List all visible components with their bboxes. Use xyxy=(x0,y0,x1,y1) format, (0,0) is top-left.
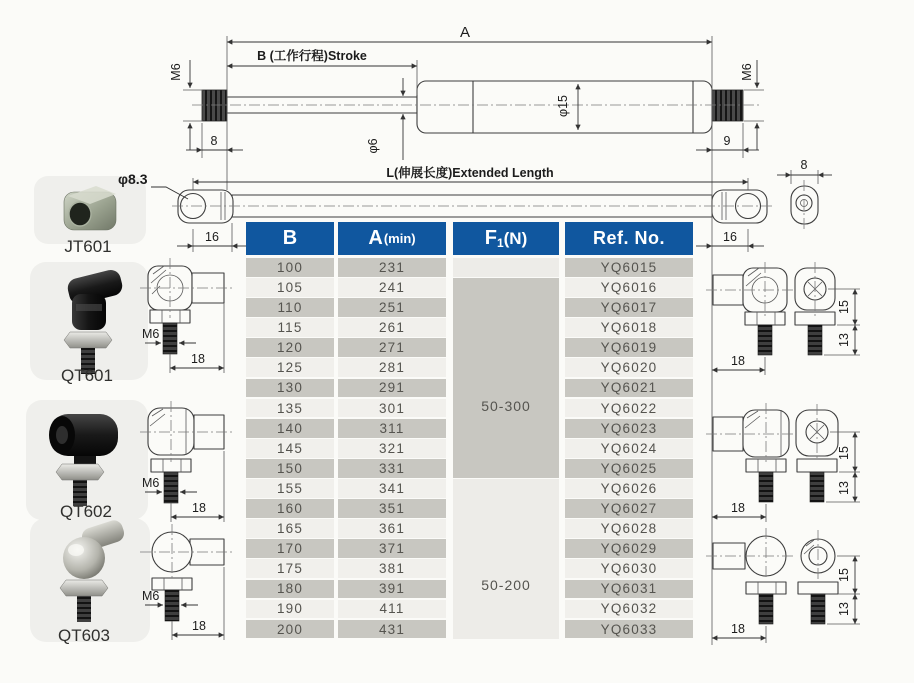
right3-threadlen-label: 13 xyxy=(837,602,851,616)
dim-label-extended-length: L(伸展长度)Extended Length xyxy=(386,166,554,180)
cell-b-6: 130 xyxy=(246,379,334,398)
cell-b-17: 190 xyxy=(246,600,334,619)
cell-a-18: 431 xyxy=(338,620,446,639)
right2-threadlen-label: 13 xyxy=(837,481,851,495)
right1-threadlen-label: 13 xyxy=(837,333,851,347)
cell-ref-18: YQ6033 xyxy=(565,620,693,639)
cell-a-16: 391 xyxy=(338,580,446,599)
cell-ref-1: YQ6016 xyxy=(565,278,693,297)
fitting-drawing-right-2 xyxy=(713,410,838,502)
cell-ref-17: YQ6032 xyxy=(565,600,693,619)
fitting-code-qt603: QT603 xyxy=(58,626,110,645)
col-ref-cells xyxy=(565,258,693,640)
cell-b-11: 155 xyxy=(246,479,334,498)
cell-ref-12: YQ6027 xyxy=(565,499,693,518)
thread-label-m6-left: M6 xyxy=(169,63,183,81)
right2-height-label: 15 xyxy=(837,446,851,460)
cell-ref-14: YQ6029 xyxy=(565,539,693,558)
cell-ref-9: YQ6024 xyxy=(565,439,693,458)
cell-ref-4: YQ6019 xyxy=(565,338,693,357)
right2-offset-label: 18 xyxy=(731,501,745,515)
tube-thread-right xyxy=(712,90,743,121)
cell-b-1: 105 xyxy=(246,278,334,297)
column-a-min xyxy=(338,222,446,640)
header-f-label: F xyxy=(484,227,497,249)
eyelet-end-view xyxy=(791,186,818,224)
cell-a-4: 271 xyxy=(338,338,446,357)
dim-label-total-length: A xyxy=(459,24,471,41)
thread-label-m6-right: M6 xyxy=(740,63,754,81)
cell-ref-10: YQ6025 xyxy=(565,459,693,478)
cell-a-17: 411 xyxy=(338,600,446,619)
header-b-label: B xyxy=(282,227,298,249)
column-b xyxy=(246,222,334,640)
cell-ref-7: YQ6022 xyxy=(565,399,693,418)
cell-b-10: 150 xyxy=(246,459,334,478)
cell-b-13: 165 xyxy=(246,519,334,538)
dim-label-tube-diameter: φ15 xyxy=(556,94,570,118)
cell-ref-0: YQ6015 xyxy=(565,258,693,277)
force-cell-empty xyxy=(453,258,559,277)
right1-offset-label: 18 xyxy=(731,354,745,368)
fitting-drawing-qt602 xyxy=(148,408,224,503)
cell-ref-3: YQ6018 xyxy=(565,318,693,337)
cell-a-9: 321 xyxy=(338,439,446,458)
col-a-cells xyxy=(338,258,446,640)
cell-a-15: 381 xyxy=(338,559,446,578)
dim-label-rod-diameter: φ6 xyxy=(366,138,380,154)
cell-ref-13: YQ6028 xyxy=(565,519,693,538)
cell-b-14: 170 xyxy=(246,539,334,558)
cell-b-12: 160 xyxy=(246,499,334,518)
fitting-code-jt601: JT601 xyxy=(64,237,112,256)
cell-b-2: 110 xyxy=(246,298,334,317)
cell-b-3: 115 xyxy=(246,318,334,337)
qt603-thread-label: M6 xyxy=(142,589,160,603)
cell-ref-8: YQ6023 xyxy=(565,419,693,438)
header-f1n xyxy=(453,222,559,255)
cell-ref-16: YQ6031 xyxy=(565,580,693,599)
gas-spring-side-view xyxy=(202,81,743,133)
photo-jt601 xyxy=(64,186,116,230)
qt601-thread-label: M6 xyxy=(142,327,160,341)
cell-b-5: 125 xyxy=(246,358,334,377)
header-ref-label: Ref. No. xyxy=(592,228,665,248)
col-b-cells xyxy=(246,258,334,640)
header-a-sub-label: (min) xyxy=(383,231,416,246)
qt602-thread-label: M6 xyxy=(142,476,160,490)
cell-a-3: 261 xyxy=(338,318,446,337)
dim-label-eye-thickness: 8 xyxy=(800,158,808,172)
cell-ref-5: YQ6020 xyxy=(565,358,693,377)
cell-b-7: 135 xyxy=(246,399,334,418)
dim-label-eye-hole-diameter: φ8.3 xyxy=(118,171,148,187)
dim-label-eye-width-right: 16 xyxy=(723,230,737,244)
qt602-offset-label: 18 xyxy=(192,501,206,515)
cell-b-4: 120 xyxy=(246,338,334,357)
gas-spring-extended-view xyxy=(178,186,818,224)
spec-table xyxy=(246,222,693,640)
cell-a-8: 311 xyxy=(338,419,446,438)
cell-b-0: 100 xyxy=(246,258,334,277)
force-group-2: 50-200 xyxy=(453,479,559,639)
fitting-drawing-qt603 xyxy=(152,532,224,621)
header-f-unit: (N) xyxy=(503,228,528,248)
dim-label-stroke: B (工作行程)Stroke xyxy=(257,49,367,63)
header-a-min xyxy=(338,222,446,255)
dim-label-thread-len-right: 9 xyxy=(723,134,731,148)
fitting-drawing-right-1 xyxy=(713,268,835,355)
cell-a-6: 291 xyxy=(338,379,446,398)
cell-ref-6: YQ6021 xyxy=(565,379,693,398)
qt601-offset-label: 18 xyxy=(191,352,205,366)
header-a-label: A xyxy=(368,227,383,249)
cell-a-11: 341 xyxy=(338,479,446,498)
cell-b-15: 175 xyxy=(246,559,334,578)
header-ref-no xyxy=(565,222,693,255)
cell-a-13: 361 xyxy=(338,519,446,538)
qt603-offset-label: 18 xyxy=(192,619,206,633)
cell-b-8: 140 xyxy=(246,419,334,438)
fitting-code-qt602: QT602 xyxy=(60,502,112,521)
cell-a-7: 301 xyxy=(338,399,446,418)
dim-label-eye-width-left: 16 xyxy=(205,230,219,244)
cell-a-5: 281 xyxy=(338,358,446,377)
cell-a-0: 231 xyxy=(338,258,446,277)
cell-b-16: 180 xyxy=(246,580,334,599)
right3-offset-label: 18 xyxy=(731,622,745,636)
header-f-subscript: 1 xyxy=(496,235,504,250)
cell-a-14: 371 xyxy=(338,539,446,558)
dim-label-thread-len-left: 8 xyxy=(210,134,218,148)
cell-a-12: 351 xyxy=(338,499,446,518)
column-f1n xyxy=(453,222,559,640)
cell-a-10: 331 xyxy=(338,459,446,478)
cell-ref-11: YQ6026 xyxy=(565,479,693,498)
cell-b-18: 200 xyxy=(246,620,334,639)
column-ref-no xyxy=(565,222,693,640)
fitting-drawing-qt601 xyxy=(148,266,224,354)
rod-thread-left xyxy=(202,90,227,121)
cell-ref-2: YQ6017 xyxy=(565,298,693,317)
force-group-1: 50-300 xyxy=(453,278,559,478)
fitting-drawing-right-3 xyxy=(713,536,838,624)
right3-height-label: 15 xyxy=(837,568,851,582)
header-b xyxy=(246,222,334,255)
cell-b-9: 145 xyxy=(246,439,334,458)
right1-height-label: 15 xyxy=(837,300,851,314)
cell-ref-15: YQ6030 xyxy=(565,559,693,578)
fitting-code-qt601: QT601 xyxy=(61,366,113,385)
cell-a-1: 241 xyxy=(338,278,446,297)
cell-a-2: 251 xyxy=(338,298,446,317)
